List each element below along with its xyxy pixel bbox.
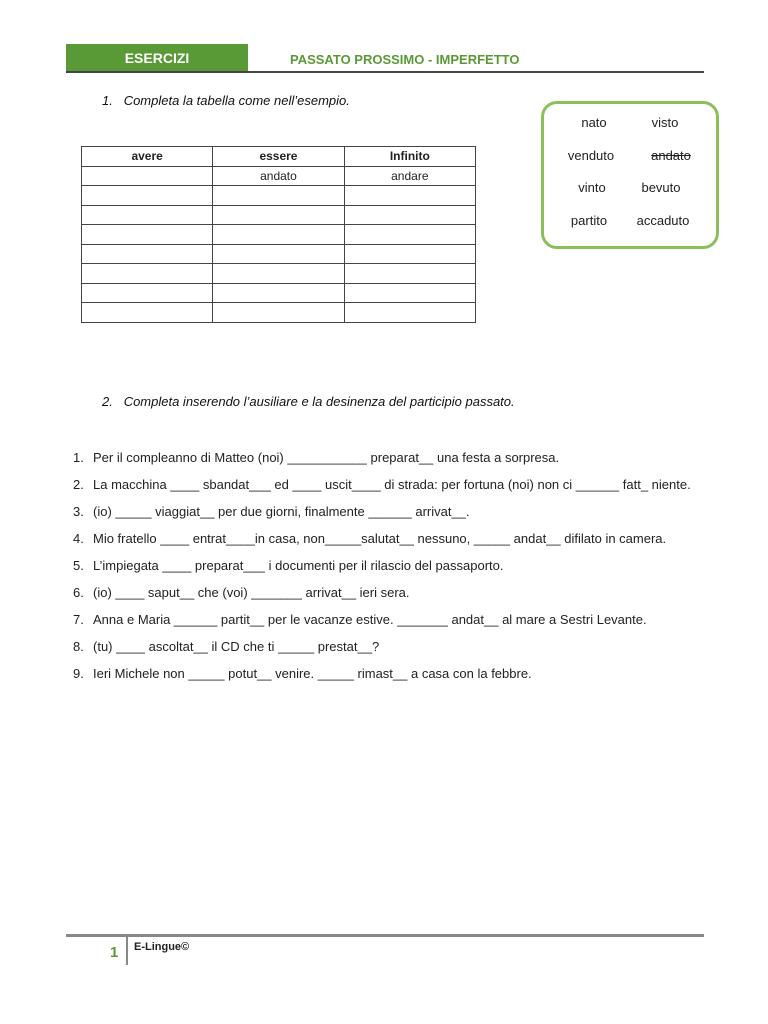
- table-row: [82, 166, 476, 186]
- table-row: [82, 303, 476, 323]
- item-number: 9.: [73, 666, 84, 681]
- table-cell[interactable]: [82, 264, 213, 284]
- word-bevuto: bevuto: [641, 180, 681, 195]
- item-number: 4.: [73, 531, 84, 546]
- header-cell-essere: essere: [213, 147, 344, 167]
- table-row: [82, 283, 476, 303]
- page-number: 1: [110, 944, 119, 961]
- exercise-1-text: Completa la tabella come nell’esempio.: [123, 93, 350, 108]
- table-cell[interactable]: [344, 186, 475, 206]
- table-row: [82, 186, 476, 206]
- word-andato-struck: andato: [651, 148, 691, 163]
- table-cell[interactable]: andato: [213, 166, 344, 186]
- table-cell[interactable]: [82, 166, 213, 186]
- footer-separator: [126, 937, 128, 965]
- table-cell[interactable]: [82, 225, 213, 245]
- table-row: [82, 264, 476, 284]
- table-cell[interactable]: [213, 225, 344, 245]
- table-cell[interactable]: [344, 205, 475, 225]
- table-cell[interactable]: [82, 186, 213, 206]
- conjugation-table: [81, 146, 476, 323]
- item-number: 8.: [73, 639, 84, 654]
- table-cell[interactable]: [213, 186, 344, 206]
- item-number: 3.: [73, 504, 84, 519]
- item-number: 6.: [73, 585, 84, 600]
- item-number: 1.: [73, 450, 84, 465]
- word-venduto: venduto: [567, 148, 615, 163]
- item-text: Ieri Michele non _____ potut__ venire. _____ rimast__ a casa con la febbre.: [93, 666, 532, 681]
- exercise-1-number: 1.: [102, 93, 113, 108]
- table-cell[interactable]: [344, 244, 475, 264]
- item-text: (io) ____ saput__ che (voi) _______ arrivat__ ieri sera.: [93, 585, 410, 600]
- table-cell[interactable]: [213, 244, 344, 264]
- footer-divider: [66, 934, 704, 937]
- table-cell[interactable]: [82, 303, 213, 323]
- footer-brand: E-Lingue©: [134, 941, 190, 953]
- table-cell[interactable]: [344, 283, 475, 303]
- table-cell[interactable]: [344, 225, 475, 245]
- table-header-row: [82, 147, 476, 167]
- table-row: [82, 225, 476, 245]
- table-cell[interactable]: [344, 303, 475, 323]
- list-item: [73, 498, 698, 525]
- item-text: Mio fratello ____ entrat____in casa, non_____salutat__ nessuno, _____ andat__ difilato in camera.: [93, 531, 667, 546]
- list-item: [73, 552, 698, 579]
- table-cell[interactable]: [213, 303, 344, 323]
- exercise-2-list: [73, 444, 698, 687]
- table-row: [82, 244, 476, 264]
- exercise-2-instruction: [102, 394, 515, 409]
- section-label: ESERCIZI: [124, 50, 190, 66]
- exercise-1-instruction: [102, 93, 350, 108]
- table-cell[interactable]: [82, 283, 213, 303]
- exercise-2-number: 2.: [102, 394, 113, 409]
- item-text: (tu) ____ ascoltat__ il CD che ti _____ prestat__?: [93, 639, 380, 654]
- table-row: [82, 205, 476, 225]
- table-cell[interactable]: andare: [344, 166, 475, 186]
- word-accaduto: accaduto: [636, 213, 690, 228]
- list-item: [73, 579, 698, 606]
- word-box: [541, 101, 719, 249]
- word-vinto: vinto: [578, 180, 606, 195]
- table-cell[interactable]: [82, 205, 213, 225]
- item-text: L’impiegata ____ preparat___ i documenti per il rilascio del passaporto.: [93, 558, 504, 573]
- item-text: La macchina ____ sbandat___ ed ____ uscit____ di strada: per fortuna (noi) non ci ______ fatt_ niente.: [93, 477, 691, 492]
- word-partito: partito: [570, 213, 608, 228]
- table-cell[interactable]: [213, 205, 344, 225]
- header-cell-avere: avere: [82, 147, 213, 167]
- list-item: [73, 525, 698, 552]
- word-visto: visto: [651, 115, 679, 130]
- item-number: 7.: [73, 612, 84, 627]
- list-item: [73, 444, 698, 471]
- item-text: (io) _____ viaggiat__ per due giorni, finalmente ______ arrivat__.: [93, 504, 470, 519]
- header-cell-infinito: Infinito: [344, 147, 475, 167]
- item-text: Per il compleanno di Matteo (noi) ___________ preparat__ una festa a sorpresa.: [93, 450, 560, 465]
- item-number: 5.: [73, 558, 84, 573]
- item-number: 2.: [73, 477, 84, 492]
- exercise-2-text: Completa inserendo l’ausiliare e la desinenza del participio passato.: [123, 394, 515, 409]
- header-divider: [66, 71, 704, 73]
- list-item: [73, 606, 698, 633]
- table-cell[interactable]: [213, 283, 344, 303]
- page-title: PASSATO PROSSIMO - IMPERFETTO: [290, 52, 520, 67]
- table-cell[interactable]: [82, 244, 213, 264]
- item-text: Anna e Maria ______ partit__ per le vacanze estive. _______ andat__ al mare a Sestri Levante.: [93, 612, 647, 627]
- table-cell[interactable]: [213, 264, 344, 284]
- list-item: [73, 660, 698, 687]
- list-item: [73, 633, 698, 660]
- table-cell[interactable]: [344, 264, 475, 284]
- list-item: [73, 471, 698, 498]
- section-badge: [66, 44, 248, 72]
- word-nato: nato: [581, 115, 607, 130]
